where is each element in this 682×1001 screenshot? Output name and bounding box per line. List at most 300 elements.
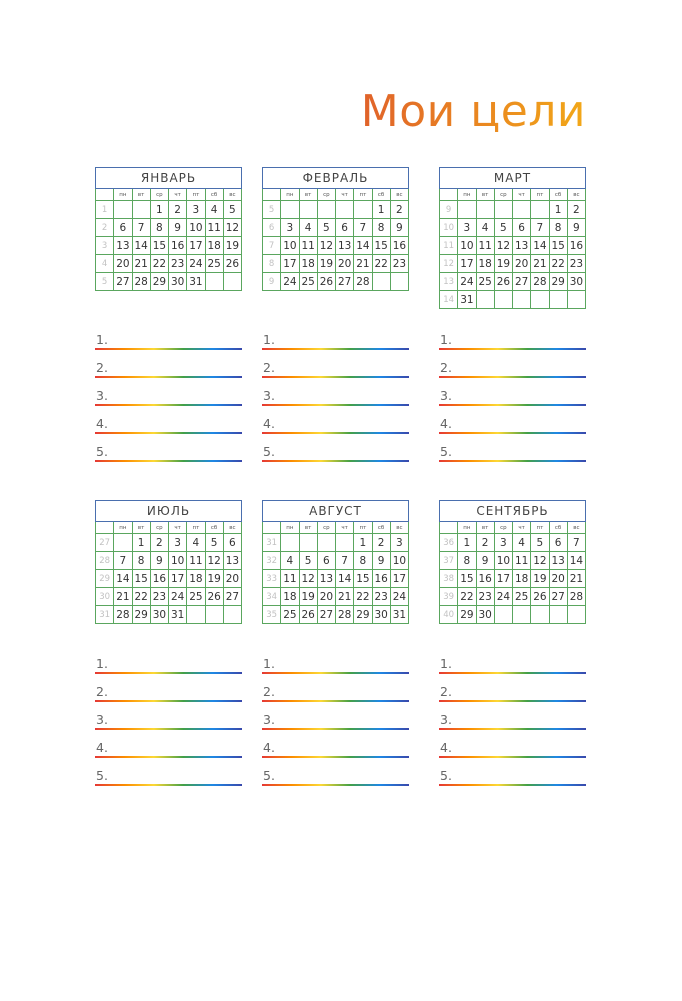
week-row [440,534,586,552]
day-cell[interactable]: 6 [317,552,335,570]
empty-day-cell [317,201,335,219]
day-cell[interactable]: 8 [354,552,372,570]
day-cell[interactable]: 23 [390,255,408,273]
day-cell[interactable]: 30 [372,606,390,624]
goal-item[interactable] [95,434,242,462]
empty-day-cell [494,291,512,309]
day-cell[interactable]: 19 [317,255,335,273]
week-row [96,219,242,237]
day-cell[interactable]: 7 [336,552,354,570]
month-title-row [440,501,586,522]
day-cell[interactable]: 25 [299,273,317,291]
goal-item[interactable] [95,322,242,350]
day-cell[interactable]: 16 [390,237,408,255]
week-number: 27 [96,534,114,552]
day-cell[interactable]: 2 [390,201,408,219]
day-cell[interactable]: 17 [187,237,205,255]
goal-item[interactable] [262,378,409,406]
day-cell[interactable]: 23 [372,588,390,606]
goal-item[interactable] [95,350,242,378]
day-cell[interactable]: 2 [169,201,187,219]
day-cell[interactable]: 12 [494,237,512,255]
day-cell[interactable]: 18 [476,255,494,273]
day-cell[interactable]: 6 [114,219,132,237]
goal-number: 2. [440,684,452,699]
goal-number: 3. [96,712,108,727]
day-cell[interactable]: 30 [567,273,585,291]
empty-day-cell [281,201,299,219]
day-cell[interactable]: 12 [223,219,241,237]
week-number: 38 [440,570,458,588]
day-cell[interactable]: 5 [223,201,241,219]
week-number: 3 [96,237,114,255]
goal-item[interactable] [439,406,586,434]
day-cell[interactable]: 8 [458,552,476,570]
week-row [263,570,409,588]
goal-item[interactable] [95,646,242,674]
day-cell[interactable]: 9 [390,219,408,237]
day-cell[interactable]: 5 [531,534,549,552]
week-number: 40 [440,606,458,624]
day-cell[interactable]: 18 [299,255,317,273]
goal-number: 2. [96,684,108,699]
day-cell[interactable]: 23 [476,588,494,606]
day-cell[interactable]: 21 [354,255,372,273]
goal-item[interactable] [439,434,586,462]
day-cell[interactable]: 21 [531,255,549,273]
day-cell[interactable]: 27 [549,588,567,606]
day-cell[interactable]: 15 [354,570,372,588]
day-cell[interactable]: 5 [299,552,317,570]
goal-item[interactable] [95,674,242,702]
day-cell[interactable]: 6 [549,534,567,552]
day-cell[interactable]: 15 [150,237,168,255]
day-cell[interactable]: 1 [372,201,390,219]
day-cell[interactable]: 22 [372,255,390,273]
day-cell[interactable]: 11 [476,237,494,255]
day-cell[interactable]: 1 [458,534,476,552]
day-cell[interactable]: 25 [205,255,223,273]
week-number: 2 [96,219,114,237]
day-cell[interactable]: 8 [132,552,150,570]
goal-number: 4. [440,416,452,431]
month-calendar [95,167,242,291]
goal-item[interactable] [262,702,409,730]
empty-day-cell [476,291,494,309]
day-cell[interactable]: 24 [458,273,476,291]
day-cell[interactable]: 11 [513,552,531,570]
day-cell[interactable]: 28 [531,273,549,291]
day-cell[interactable]: 15 [458,570,476,588]
day-cell[interactable]: 3 [494,534,512,552]
empty-day-cell [114,201,132,219]
day-cell[interactable]: 16 [150,570,168,588]
calendar-table [95,167,242,291]
week-row [440,201,586,219]
day-cell[interactable]: 8 [549,219,567,237]
day-cell[interactable]: 16 [169,237,187,255]
day-cell[interactable]: 15 [372,237,390,255]
weekday-header: чт [336,522,354,534]
goal-number: 2. [263,684,275,699]
day-cell[interactable]: 5 [205,534,223,552]
day-cell[interactable]: 24 [187,255,205,273]
day-cell[interactable]: 2 [150,534,168,552]
day-cell[interactable]: 28 [132,273,150,291]
day-cell[interactable]: 16 [567,237,585,255]
day-cell[interactable]: 27 [114,273,132,291]
month-title-row [263,168,409,189]
goal-item[interactable] [439,378,586,406]
day-cell[interactable]: 25 [513,588,531,606]
day-cell[interactable]: 23 [169,255,187,273]
week-row [263,588,409,606]
empty-day-cell [531,201,549,219]
day-cell[interactable]: 13 [114,237,132,255]
day-cell[interactable]: 17 [169,570,187,588]
day-cell[interactable]: 21 [132,255,150,273]
day-cell[interactable]: 26 [299,606,317,624]
day-cell[interactable]: 25 [476,273,494,291]
week-number: 1 [96,201,114,219]
day-cell[interactable]: 14 [354,237,372,255]
day-cell[interactable]: 6 [336,219,354,237]
empty-day-cell [354,201,372,219]
goals-list [262,322,409,462]
day-cell[interactable]: 26 [223,255,241,273]
day-cell[interactable]: 6 [223,534,241,552]
day-cell[interactable]: 12 [299,570,317,588]
empty-day-cell [336,534,354,552]
day-cell[interactable]: 9 [476,552,494,570]
day-cell[interactable]: 4 [299,219,317,237]
day-cell[interactable]: 13 [223,552,241,570]
day-cell[interactable]: 28 [354,273,372,291]
month-title-row [263,501,409,522]
day-cell[interactable]: 4 [205,201,223,219]
month-name: ЯНВАРЬ [96,168,242,189]
week-number: 7 [263,237,281,255]
day-cell[interactable]: 22 [354,588,372,606]
day-cell[interactable]: 27 [336,273,354,291]
day-cell[interactable]: 25 [281,606,299,624]
week-row [440,570,586,588]
weekday-header: чт [169,522,187,534]
weekday-header: сб [549,189,567,201]
day-cell[interactable]: 10 [169,552,187,570]
day-cell[interactable]: 9 [372,552,390,570]
day-cell[interactable]: 9 [150,552,168,570]
day-cell[interactable]: 10 [494,552,512,570]
day-cell[interactable]: 23 [150,588,168,606]
day-cell[interactable]: 21 [336,588,354,606]
day-cell[interactable]: 10 [390,552,408,570]
week-number: 39 [440,588,458,606]
weekday-header: ср [317,522,335,534]
day-cell[interactable]: 15 [132,570,150,588]
day-cell[interactable]: 10 [187,219,205,237]
day-cell[interactable]: 31 [187,273,205,291]
day-cell[interactable]: 9 [169,219,187,237]
goal-item[interactable] [439,646,586,674]
day-cell[interactable]: 18 [513,570,531,588]
month-calendar [95,500,242,624]
day-cell[interactable]: 21 [114,588,132,606]
goal-item[interactable] [262,434,409,462]
weekday-header: сб [372,189,390,201]
week-number-header [263,189,281,201]
week-number: 5 [263,201,281,219]
day-cell[interactable]: 31 [390,606,408,624]
day-cell[interactable]: 20 [549,570,567,588]
day-cell[interactable]: 2 [476,534,494,552]
day-cell[interactable]: 26 [205,588,223,606]
day-cell[interactable]: 29 [458,606,476,624]
day-cell[interactable]: 27 [223,588,241,606]
weekday-header: пн [458,189,476,201]
goal-item[interactable] [439,702,586,730]
day-cell[interactable]: 8 [372,219,390,237]
goals-list [439,322,586,462]
goal-item[interactable] [95,406,242,434]
empty-day-cell [132,201,150,219]
day-cell[interactable]: 29 [132,606,150,624]
weekday-header: вт [299,522,317,534]
empty-day-cell [205,606,223,624]
day-cell[interactable]: 28 [567,588,585,606]
day-cell[interactable]: 18 [205,237,223,255]
week-number: 9 [263,273,281,291]
weekday-header: пн [281,522,299,534]
day-cell[interactable]: 27 [317,606,335,624]
day-cell[interactable]: 2 [372,534,390,552]
day-cell[interactable]: 14 [567,552,585,570]
goal-item[interactable] [95,702,242,730]
day-cell[interactable]: 18 [281,588,299,606]
goal-item[interactable] [95,758,242,786]
goals-list [95,322,242,462]
day-cell[interactable]: 3 [187,201,205,219]
goal-number: 1. [440,656,452,671]
day-cell[interactable]: 8 [150,219,168,237]
goal-item[interactable] [95,378,242,406]
day-cell[interactable]: 13 [549,552,567,570]
day-cell[interactable]: 19 [205,570,223,588]
goal-number: 1. [440,332,452,347]
day-cell[interactable]: 17 [390,570,408,588]
goal-item[interactable] [439,674,586,702]
day-cell[interactable]: 20 [513,255,531,273]
day-cell[interactable]: 4 [513,534,531,552]
empty-day-cell [281,534,299,552]
day-cell[interactable]: 6 [513,219,531,237]
day-cell[interactable]: 20 [336,255,354,273]
goal-item[interactable] [439,730,586,758]
day-cell[interactable]: 28 [336,606,354,624]
empty-day-cell [372,273,390,291]
week-number-header [263,522,281,534]
week-row [263,552,409,570]
week-number: 9 [440,201,458,219]
week-number: 32 [263,552,281,570]
day-cell[interactable]: 9 [567,219,585,237]
goal-item[interactable] [262,758,409,786]
day-cell[interactable]: 10 [458,237,476,255]
week-row [440,291,586,309]
day-cell[interactable]: 29 [354,606,372,624]
day-cell[interactable]: 24 [390,588,408,606]
day-cell[interactable]: 29 [549,273,567,291]
day-cell[interactable]: 19 [494,255,512,273]
month-name: ИЮЛЬ [96,501,242,522]
goal-item[interactable] [439,350,586,378]
weekday-header: чт [513,189,531,201]
day-cell[interactable]: 14 [531,237,549,255]
day-cell[interactable]: 11 [187,552,205,570]
week-number: 4 [96,255,114,273]
day-cell[interactable]: 14 [336,570,354,588]
day-cell[interactable]: 19 [223,237,241,255]
day-cell[interactable]: 16 [372,570,390,588]
day-cell[interactable]: 13 [317,570,335,588]
week-row [96,255,242,273]
weekday-header: чт [169,189,187,201]
day-cell[interactable]: 1 [549,201,567,219]
week-row [440,273,586,291]
day-cell[interactable]: 7 [531,219,549,237]
day-cell[interactable]: 3 [169,534,187,552]
day-cell[interactable]: 24 [169,588,187,606]
day-cell[interactable]: 18 [187,570,205,588]
empty-day-cell [549,291,567,309]
goal-underline [95,784,242,786]
day-cell[interactable]: 11 [281,570,299,588]
week-number: 29 [96,570,114,588]
day-cell[interactable]: 22 [132,588,150,606]
day-cell[interactable]: 26 [317,273,335,291]
goal-number: 4. [263,740,275,755]
day-cell[interactable]: 3 [390,534,408,552]
goal-item[interactable] [95,730,242,758]
goal-item[interactable] [439,322,586,350]
day-cell[interactable]: 12 [531,552,549,570]
day-cell[interactable]: 10 [281,237,299,255]
goal-item[interactable] [262,322,409,350]
day-cell[interactable]: 24 [494,588,512,606]
day-cell[interactable]: 5 [494,219,512,237]
day-cell[interactable]: 13 [513,237,531,255]
goal-number: 4. [96,740,108,755]
day-cell[interactable]: 4 [281,552,299,570]
day-cell[interactable]: 23 [567,255,585,273]
day-cell[interactable]: 25 [187,588,205,606]
day-cell[interactable]: 12 [205,552,223,570]
day-cell[interactable]: 30 [169,273,187,291]
day-cell[interactable]: 11 [205,219,223,237]
weekday-header: пн [458,522,476,534]
week-row [263,237,409,255]
day-cell[interactable]: 26 [531,588,549,606]
month-title-row [440,168,586,189]
week-row [96,201,242,219]
week-row [263,255,409,273]
day-cell[interactable]: 22 [458,588,476,606]
month-calendar [439,167,586,309]
day-cell[interactable]: 20 [223,570,241,588]
day-cell[interactable]: 15 [549,237,567,255]
week-row [440,606,586,624]
day-cell[interactable]: 21 [567,570,585,588]
day-cell[interactable]: 7 [567,534,585,552]
day-cell[interactable]: 27 [513,273,531,291]
day-cell[interactable]: 26 [494,273,512,291]
day-cell[interactable]: 19 [531,570,549,588]
day-cell[interactable]: 19 [299,588,317,606]
day-cell[interactable]: 14 [132,237,150,255]
day-cell[interactable]: 30 [150,606,168,624]
goal-item[interactable] [262,406,409,434]
day-cell[interactable]: 7 [354,219,372,237]
weekday-header: вс [223,189,241,201]
day-cell[interactable]: 16 [476,570,494,588]
day-cell[interactable]: 24 [281,273,299,291]
goal-item[interactable] [262,350,409,378]
goal-item[interactable] [262,674,409,702]
day-cell[interactable]: 31 [458,291,476,309]
day-cell[interactable]: 7 [132,219,150,237]
day-cell[interactable]: 17 [494,570,512,588]
day-cell[interactable]: 30 [476,606,494,624]
day-cell[interactable]: 1 [132,534,150,552]
day-cell[interactable]: 20 [317,588,335,606]
weekday-header-row [96,522,242,534]
weekday-header: вт [132,522,150,534]
week-number-header [440,522,458,534]
day-cell[interactable]: 4 [187,534,205,552]
day-cell[interactable]: 7 [114,552,132,570]
day-cell[interactable]: 13 [336,237,354,255]
day-cell[interactable]: 5 [317,219,335,237]
day-cell[interactable]: 29 [150,273,168,291]
goal-underline [262,784,409,786]
day-cell[interactable]: 31 [169,606,187,624]
goal-item[interactable] [262,646,409,674]
day-cell[interactable]: 2 [567,201,585,219]
day-cell[interactable]: 4 [476,219,494,237]
day-cell[interactable]: 12 [317,237,335,255]
day-cell[interactable]: 11 [299,237,317,255]
goal-number: 5. [263,768,275,783]
day-cell[interactable]: 22 [549,255,567,273]
day-cell[interactable]: 22 [150,255,168,273]
day-cell[interactable]: 3 [281,219,299,237]
day-cell[interactable]: 14 [114,570,132,588]
week-row [263,273,409,291]
month-calendar [262,500,409,624]
day-cell[interactable]: 1 [354,534,372,552]
goal-item[interactable] [439,758,586,786]
day-cell[interactable]: 20 [114,255,132,273]
day-cell[interactable]: 17 [281,255,299,273]
day-cell[interactable]: 28 [114,606,132,624]
day-cell[interactable]: 1 [150,201,168,219]
goal-number: 5. [96,444,108,459]
day-cell[interactable]: 17 [458,255,476,273]
day-cell[interactable]: 3 [458,219,476,237]
week-row [96,552,242,570]
week-row [440,255,586,273]
goal-item[interactable] [262,730,409,758]
